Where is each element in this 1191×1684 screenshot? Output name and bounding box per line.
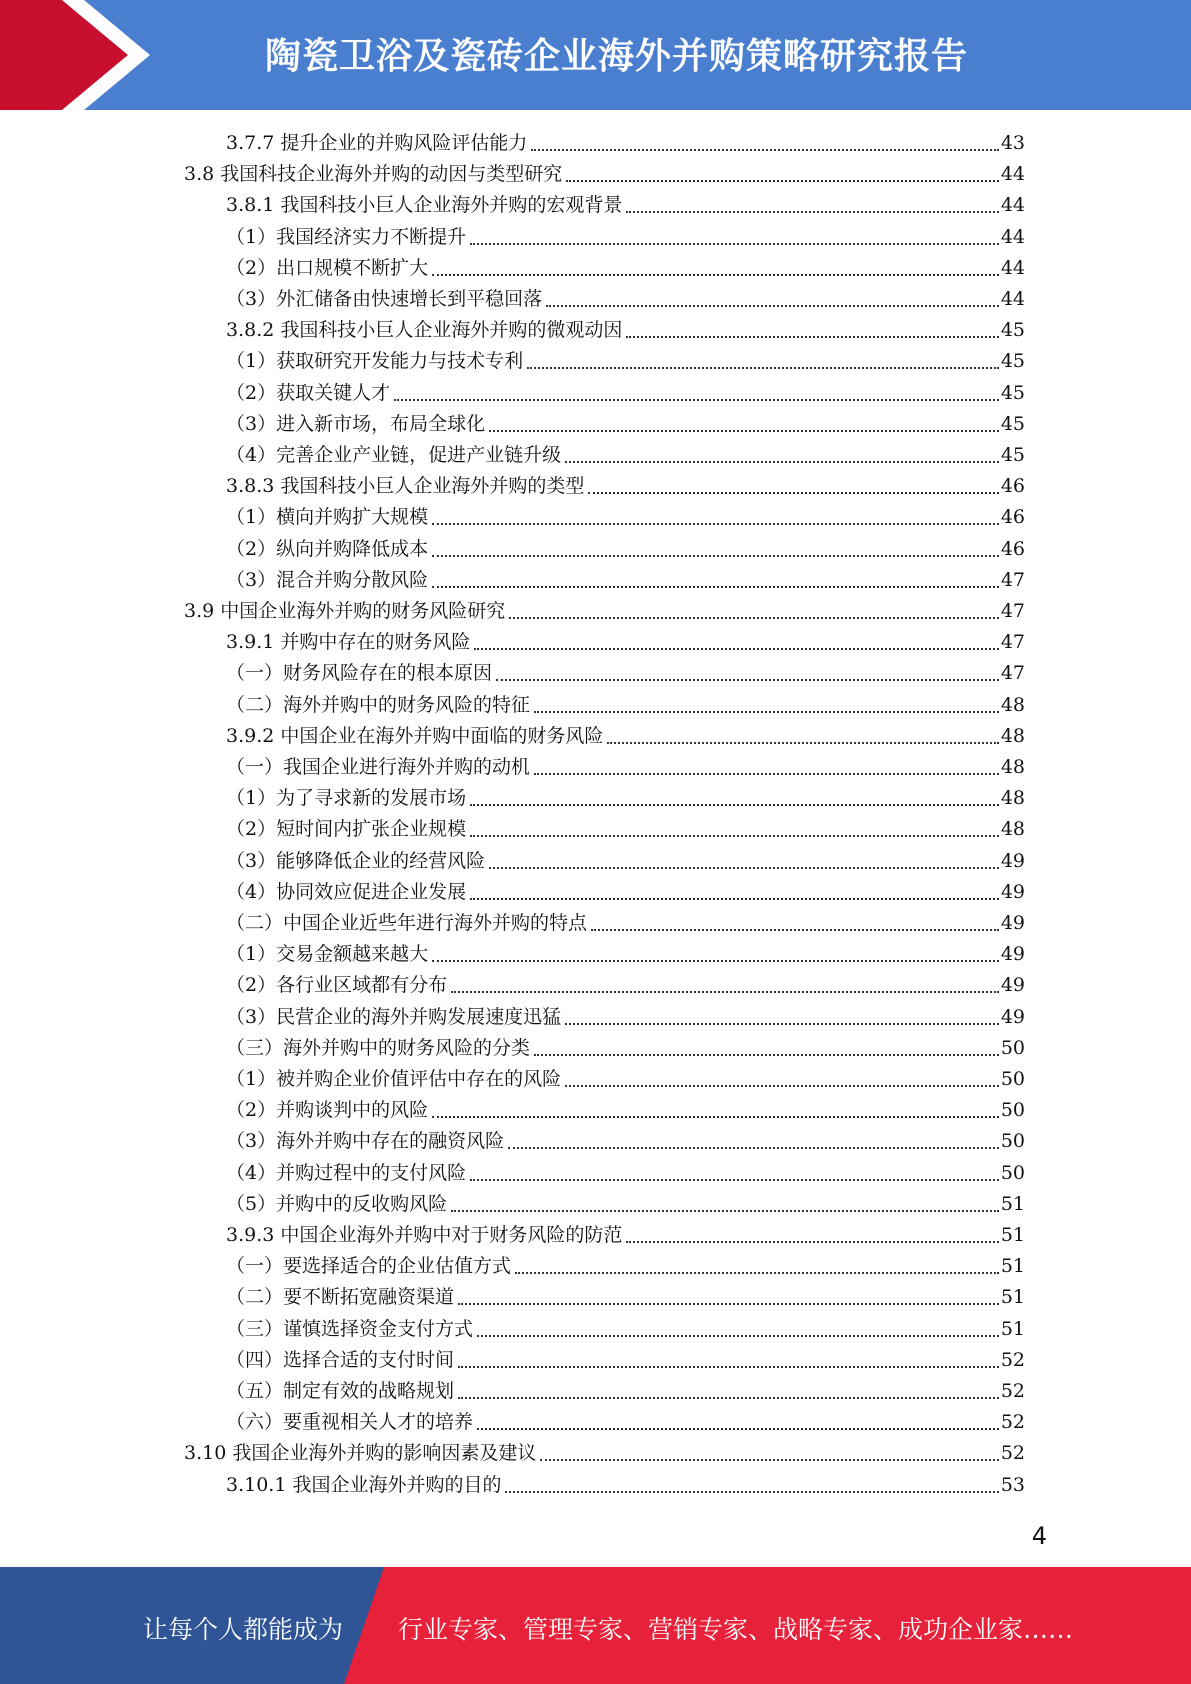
toc-entry-page: 45 [1000,319,1025,342]
toc-entry-title: 3.10.1 我国企业海外并购的目的 [226,1473,502,1496]
toc-dot-leader [565,1085,999,1087]
page-header [0,0,1191,110]
toc-entry[interactable] [226,1189,1025,1220]
toc-entry[interactable] [226,471,1025,502]
toc-entry-page: 45 [1000,412,1025,435]
toc-dot-leader [458,1397,999,1399]
toc-entry[interactable] [226,1470,1025,1501]
toc-entry[interactable] [226,970,1025,1001]
toc-dot-leader [496,679,999,681]
toc-entry-page: 52 [1000,1442,1025,1465]
toc-entry[interactable] [184,596,1025,627]
toc-entry-title: （4）协同效应促进企业发展 [226,880,467,903]
toc-entry-title: （三）谨慎选择资金支付方式 [226,1317,474,1340]
toc-dot-leader [489,430,999,432]
toc-dot-leader [626,1241,998,1243]
toc-entry[interactable] [226,284,1025,315]
toc-entry[interactable] [226,222,1025,253]
toc-entry-title: （六）要重视相关人才的培养 [226,1411,474,1434]
toc-entry[interactable] [184,159,1025,190]
toc-entry[interactable] [226,783,1025,814]
toc-dot-leader [432,1116,999,1118]
toc-dot-leader [565,461,999,463]
toc-entry-title: （4）并购过程中的支付风险 [226,1161,467,1184]
toc-entry-title: （5）并购中的反收购风险 [226,1192,448,1215]
toc-entry-title: （2）出口规模不断扩大 [226,256,429,279]
toc-dot-leader [534,773,999,775]
toc-entry-title: （4）完善企业产业链，促进产业链升级 [226,444,562,466]
toc-entry-title: 3.8 我国科技企业海外并购的动因与类型研究 [184,163,563,186]
toc-entry-title: （3）能够降低企业的经营风险 [226,849,486,872]
toc-dot-leader [540,1459,998,1461]
toc-entry-page: 48 [1000,787,1025,810]
toc-entry-page: 49 [1000,880,1025,903]
toc-dot-leader [432,960,999,962]
toc-entry-title: （1）交易金额越来越大 [226,943,429,966]
toc-entry-title: （二）海外并购中的财务风险的特征 [226,693,531,716]
toc-entry-title: 3.9.2 中国企业在海外并购中面临的财务风险 [226,724,604,747]
toc-dot-leader [477,1335,999,1337]
toc-entry-page: 52 [1000,1380,1025,1402]
toc-entry-page: 50 [1000,1099,1025,1122]
toc-entry-page: 47 [1000,600,1025,622]
toc-entry-page: 49 [1000,943,1025,966]
toc-entry[interactable] [226,939,1025,970]
toc-dot-leader [394,399,999,401]
toc-entry[interactable] [226,908,1025,939]
toc-entry-title: 3.9.1 并购中存在的财务风险 [226,631,471,654]
toc-dot-leader [432,586,999,588]
toc-entry[interactable] [226,814,1025,845]
toc-dot-leader [626,211,998,213]
toc-entry-page: 49 [1000,1005,1025,1028]
toc-entry-page: 49 [1000,912,1025,934]
toc-entry-page: 52 [1000,1411,1025,1434]
toc-entry-page: 47 [1000,662,1025,685]
toc-entry-page: 45 [1000,381,1025,404]
toc-entry[interactable] [226,346,1025,377]
toc-entry[interactable] [226,1282,1025,1313]
toc-entry-page: 53 [1000,1473,1025,1496]
toc-entry-title: （2）并购谈判中的风险 [226,1099,429,1122]
toc-dot-leader [477,1428,999,1430]
toc-entry-page: 44 [1000,225,1025,248]
toc-dot-leader [607,742,998,744]
toc-entry-page: 45 [1000,444,1025,466]
toc-dot-leader [591,929,999,931]
toc-entry[interactable] [226,658,1025,689]
toc-dot-leader [470,1179,999,1181]
header-title: 陶瓷卫浴及瓷砖企业海外并购策略研究报告 [265,36,969,77]
toc-entry-title: （2）获取关键人才 [226,381,391,404]
toc-entry-title: （1）横向并购扩大规模 [226,506,429,529]
toc-dot-leader [531,149,998,151]
toc-entry-title: （2）纵向并购降低成本 [226,537,429,560]
toc-dot-leader [470,835,999,837]
toc-dot-leader [451,1210,999,1212]
toc-entry[interactable] [226,1002,1025,1033]
toc-entry-page: 44 [1000,163,1025,186]
toc-dot-leader [432,555,999,557]
toc-entry-title: 3.7.7 提升企业的并购风险评估能力 [226,132,528,154]
toc-entry-page: 48 [1000,818,1025,841]
toc-entry-page: 48 [1000,693,1025,716]
toc-entry[interactable] [226,627,1025,658]
toc-entry-page: 46 [1000,506,1025,529]
toc-entry-title: 3.10 我国企业海外并购的影响因素及建议 [184,1442,537,1465]
toc-entry[interactable] [226,1314,1025,1345]
toc-entry-title: （3）混合并购分散风险 [226,568,429,591]
toc-entry-title: （二）要不断拓宽融资渠道 [226,1286,455,1309]
toc-dot-leader [527,367,999,369]
toc-entry[interactable] [226,1095,1025,1126]
page-number: 4 [1031,1522,1047,1550]
toc-entry-page: 52 [1000,1348,1025,1371]
toc-entry[interactable] [226,190,1025,221]
toc-dot-leader [626,336,998,338]
toc-dot-leader [509,617,999,619]
toc-entry-title: （2）各行业区域都有分布 [226,974,448,997]
toc-entry-page: 50 [1000,1068,1025,1090]
toc-dot-leader [458,1303,999,1305]
toc-entry-page: 43 [1000,132,1025,154]
toc-dot-leader [432,274,999,276]
toc-entry-title: （3）进入新市场，布局全球化 [226,412,486,435]
toc-entry-page: 50 [1000,1130,1025,1153]
toc-entry-title: 3.8.3 我国科技小巨人企业海外并购的类型 [226,475,585,498]
toc-entry[interactable] [226,253,1025,284]
toc-entry[interactable] [226,1064,1025,1095]
toc-entry-page: 45 [1000,350,1025,373]
toc-entry-title: （3）海外并购中存在的融资风险 [226,1130,505,1153]
toc-dot-leader [588,492,998,494]
toc-dot-leader [546,305,999,307]
toc-dot-leader [515,1272,999,1274]
toc-entry[interactable] [226,1033,1025,1064]
toc-entry[interactable] [226,846,1025,877]
toc-entry-page: 46 [1000,475,1025,498]
toc-dot-leader [565,1023,999,1025]
toc-entry-page: 44 [1000,194,1025,217]
toc-entry[interactable] [226,1251,1025,1282]
toc-entry-page: 51 [1000,1255,1025,1278]
toc-entry-page: 48 [1000,724,1025,747]
toc-entry[interactable] [226,1407,1025,1438]
toc-entry-title: （3）民营企业的海外并购发展速度迅猛 [226,1005,562,1028]
toc-entry-page: 44 [1000,288,1025,310]
toc-entry[interactable] [184,1438,1025,1469]
toc-entry[interactable] [226,440,1025,471]
toc-dot-leader [451,991,999,993]
toc-entry[interactable] [226,378,1025,409]
toc-entry-title: 3.8.1 我国科技小巨人企业海外并购的宏观背景 [226,194,623,217]
toc-dot-leader [566,180,999,182]
toc-entry-title: （3）外汇储备由快速增长到平稳回落 [226,288,543,310]
toc-entry-title: （2）短时间内扩张企业规模 [226,818,467,841]
toc-entry-page: 51 [1000,1317,1025,1340]
toc-dot-leader [470,243,999,245]
toc-entry-page: 49 [1000,849,1025,872]
toc-entry[interactable] [226,1220,1025,1251]
toc-entry-page: 50 [1000,1161,1025,1184]
toc-entry-page: 51 [1000,1224,1025,1246]
toc-entry-title: （一）财务风险存在的根本原因 [226,662,493,685]
toc-entry-title: （1）获取研究开发能力与技术专利 [226,350,524,373]
toc-entry-page: 51 [1000,1192,1025,1215]
toc-entry-title: 3.9 中国企业海外并购的财务风险研究 [184,600,506,622]
toc-entry-title: 3.9.3 中国企业海外并购中对于财务风险的防范 [226,1224,623,1246]
toc-entry-page: 48 [1000,756,1025,778]
toc-entry[interactable] [226,534,1025,565]
toc-dot-leader [432,523,999,525]
toc-entry-page: 44 [1000,256,1025,279]
toc-entry[interactable] [226,315,1025,346]
toc-entry[interactable] [226,502,1025,533]
toc-entry[interactable] [226,752,1025,783]
toc-entry[interactable] [226,877,1025,908]
toc-entry[interactable] [226,690,1025,721]
toc-entry[interactable] [226,565,1025,596]
page-footer [0,1567,1191,1684]
toc-entry[interactable] [226,1376,1025,1407]
toc-entry[interactable] [226,128,1025,159]
toc-entry-page: 46 [1000,537,1025,560]
toc-entry-title: （1）我国经济实力不断提升 [226,225,467,248]
toc-dot-leader [534,711,999,713]
toc-entry-title: （三）海外并购中的财务风险的分类 [226,1036,531,1059]
toc-entry-page: 47 [1000,631,1025,654]
footer-slogan-right: 行业专家、管理专家、营销专家、战略专家、成功企业家…… [398,1615,1074,1644]
toc-dot-leader [474,648,998,650]
toc-entry-page: 49 [1000,974,1025,997]
toc-dot-leader [534,1054,999,1056]
toc-entry-title: （四）选择合适的支付时间 [226,1348,455,1371]
toc-entry-title: （1）被并购企业价值评估中存在的风险 [226,1068,562,1090]
toc-entry-page: 50 [1000,1036,1025,1059]
toc-entry[interactable] [226,721,1025,752]
toc-entry[interactable] [226,1345,1025,1376]
toc-entry-title: 3.8.2 我国科技小巨人企业海外并购的微观动因 [226,319,623,342]
toc-dot-leader [508,1147,999,1149]
toc-entry[interactable] [226,1158,1025,1189]
toc-entry-title: （一）我国企业进行海外并购的动机 [226,756,531,778]
toc-entry-page: 47 [1000,568,1025,591]
toc-dot-leader [505,1491,998,1493]
toc-entry-title: （五）制定有效的战略规划 [226,1380,455,1402]
toc-entry-title: （二）中国企业近些年进行海外并购的特点 [226,912,588,934]
toc-dot-leader [489,867,999,869]
footer-slogan-left: 让每个人都能成为 [143,1615,344,1644]
toc-dot-leader [470,898,999,900]
toc-entry[interactable] [226,409,1025,440]
toc-entry-page: 51 [1000,1286,1025,1309]
toc-entry-title: （1）为了寻求新的发展市场 [226,787,467,810]
toc-dot-leader [458,1366,999,1368]
toc-entry-title: （一）要选择适合的企业估值方式 [226,1255,512,1278]
toc-entry[interactable] [226,1126,1025,1157]
toc-dot-leader [470,804,999,806]
